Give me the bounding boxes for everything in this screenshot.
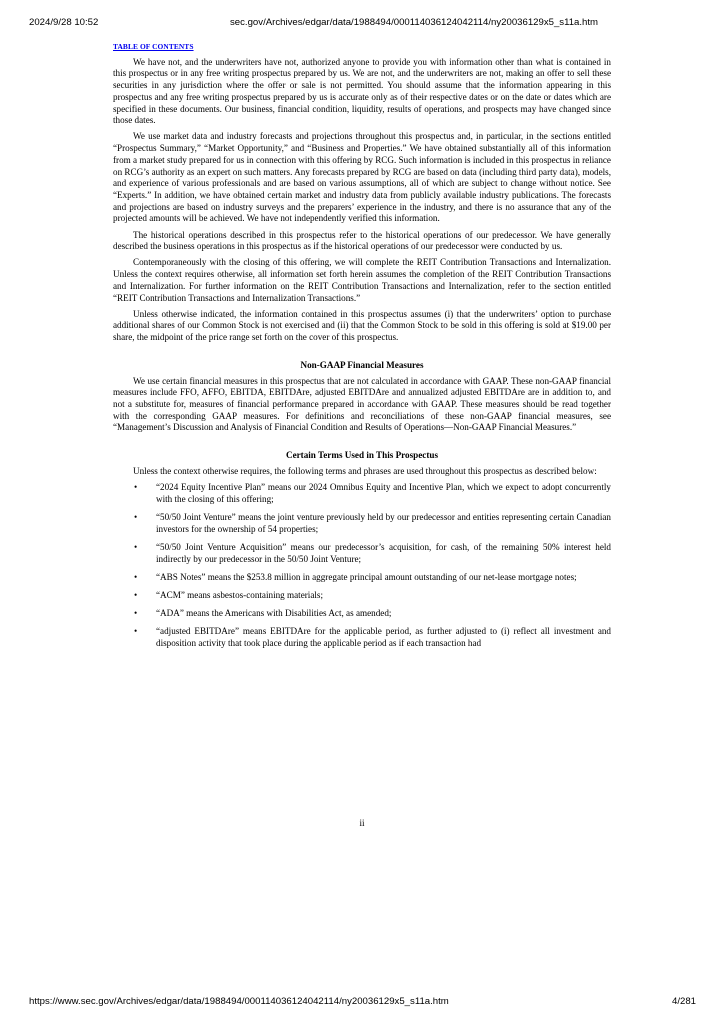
non-gaap-heading: Non-GAAP Financial Measures [300, 359, 424, 370]
paragraph-offering-assumptions: Unless otherwise indicated, the information contained in this prospectus assumes (i) that the underwriters’ option to purchase additional shares of our Common Stock is not exercised and (ii) that the Common Stock to be sold in this offering is sold at $19.00 per share, the midpoint of the price range set forth on the cover of this prospectus. [113, 308, 611, 343]
term-text: “ADA” means the Americans with Disabilities Act, as amended; [156, 608, 392, 619]
print-header [0, 17, 724, 31]
list-item [113, 572, 611, 584]
paragraph-market-data: We use market data and industry forecasts and projections throughout this prospectus and, in particular, in the sections entitled “Prospectus Summary,” “Market Opportunity,” and “Business and Properties.” We have obtained substantially all of this information from a market study prepared for us in connection with this offering by RCG. Such information is included in this prospectus in reliance on RCG’s authority as an expert on such matters. Any forecasts prepared by RCG are based on data (including third party data), models, and experience of various professionals and are based on various assumptions, all of which are subject to change without notice. See “Experts.” In addition, we have obtained certain market and industry data from publicly available industry publications. The forecasts and projections are based on industry surveys and the preparers’ experience in the industry, and there is no assurance that any of the projected amounts will be achieved. We have not independently verified this information. [113, 131, 611, 224]
table-of-contents-link[interactable]: TABLE OF CONTENTS [113, 42, 194, 51]
print-footer [0, 996, 724, 1010]
document-body [113, 41, 611, 656]
term-text: “50/50 Joint Venture Acquisition” means our predecessor’s acquisition, for cash, of the remaining 50% interest held indirectly by our predecessor in the 50/50 Joint Venture; [156, 541, 611, 564]
term-text: “adjusted EBITDAre” means EBITDAre for the applicable period, as further adjusted to (i) reflect all investment and disposition activity that took place during the applicable period as if each transaction had [156, 626, 611, 649]
page-number: ii [359, 818, 365, 828]
bullet-icon: • [134, 589, 138, 600]
bullet-icon: • [134, 626, 138, 637]
bullet-icon: • [134, 608, 138, 619]
term-text: “ACM” means asbestos-containing materials; [156, 589, 323, 600]
paragraph-non-gaap: We use certain financial measures in this prospectus that are not calculated in accordance with GAAP. These non-GAAP financial measures include FFO, AFFO, EBITDA, EBITDAre, adjusted EBITDAre and annualized adjusted EBITDAre are in addition to, and not a substitute for, measures of financial performance prepared in accordance with GAAP. These measures should be read together with the corresponding GAAP measures. For definitions and reconciliations of these non-GAAP financial measures, see “Management’s Discussion and Analysis of Financial Condition and Results of Operations—Non-GAAP Financial Measures.” [113, 375, 611, 433]
print-url: https://www.sec.gov/Archives/edgar/data/1988494/000114036124042114/ny20036129x5_s11a.htm [29, 996, 449, 1007]
paragraph-reit-contribution: Contemporaneously with the closing of this offering, we will complete the REIT Contribution Transactions and Internalization. Unless the context requires otherwise, all information set forth herein assumes the completion of the REIT Contribution Transactions and Internalization. For further information on the REIT Contribution Transactions and Internalization, refer to the section entitled “REIT Contribution Transactions and Internalization Transactions.” [113, 257, 611, 303]
print-datetime: 2024/9/28 10:52 [29, 17, 99, 28]
term-text: “50/50 Joint Venture” means the joint venture previously held by our predecessor and entities representing certain Canadian investors for the ownership of 54 properties; [156, 511, 611, 534]
bullet-icon: • [134, 482, 138, 492]
bullet-icon: • [134, 571, 138, 582]
paragraph-terms-intro: Unless the context otherwise requires, the following terms and phrases are used throughout this prospectus as described below: [133, 465, 597, 476]
list-item [113, 542, 611, 565]
bullet-icon: • [134, 541, 138, 552]
certain-terms-heading: Certain Terms Used in This Prospectus [285, 450, 438, 461]
list-item [113, 608, 611, 620]
paragraph-historical-operations: The historical operations described in this prospectus refer to the historical operations of our predecessor. We have generally described the business operations in this prospectus as if the historical operations of our predecessor were conducted by us. [113, 229, 611, 252]
term-text: “2024 Equity Incentive Plan” means our 2024 Omnibus Equity and Incentive Plan, which we expect to adopt concurrently with the closing of this offering; [156, 482, 611, 504]
term-text: “ABS Notes” means the $253.8 million in aggregate principal amount outstanding of our net-lease mortgage notes; [156, 571, 577, 582]
print-page-count: 4/281 [671, 996, 696, 1007]
list-item [113, 590, 611, 602]
paragraph-authorization: We have not, and the underwriters have not, authorized anyone to provide you with information other than what is contained in this prospectus or in any free writing prospectus prepared by us. We are not, and the underwriters are not, making an offer to sell these securities in any jurisdiction where the offer or sale is not permitted. You should assume that the information appearing in this prospectus and any free writing prospectus prepared by us is accurate only as of their respective dates or on the date or dates which are specified in these documents. Our business, financial condition, liquidity, results of operations, and prospects may have changed since those dates. [113, 56, 611, 126]
print-page-title: sec.gov/Archives/edgar/data/1988494/000114036124042114/ny20036129x5_s11a.htm [230, 17, 599, 28]
bullet-icon: • [134, 511, 138, 522]
list-item [113, 626, 611, 649]
list-item [113, 482, 611, 505]
list-item [113, 512, 611, 535]
terms-list [113, 482, 611, 650]
